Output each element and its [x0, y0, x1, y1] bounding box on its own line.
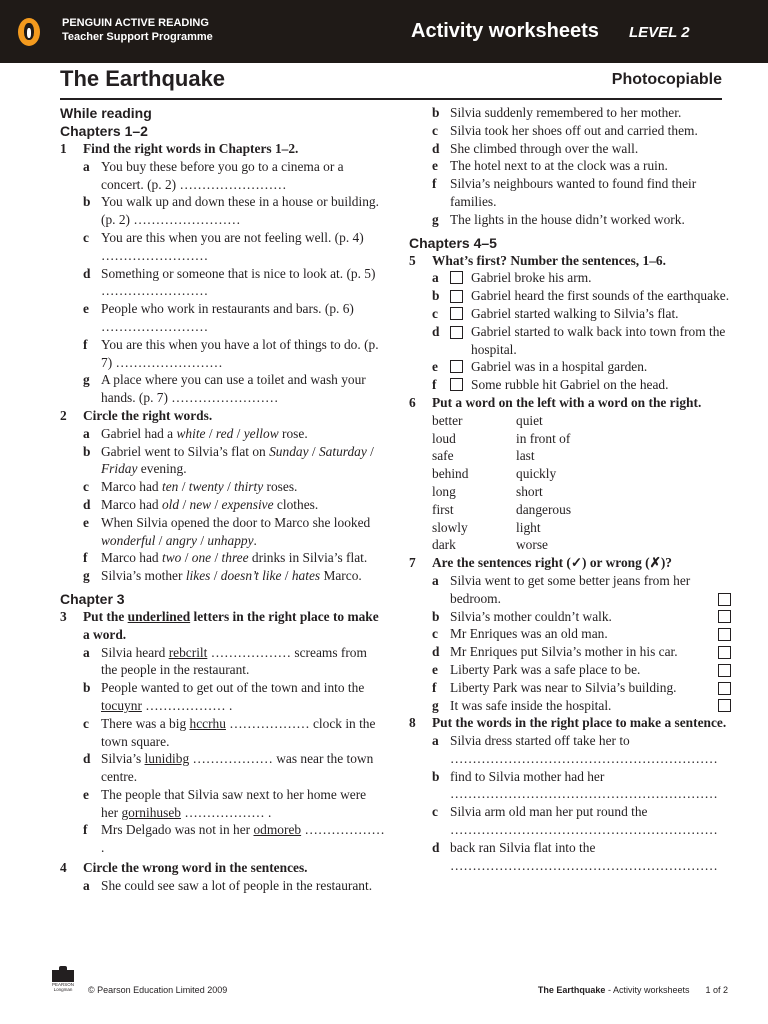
- chapter-heading: Chapter 3: [60, 590, 125, 607]
- section-heading: While reading: [60, 105, 152, 121]
- list-item: e Gabriel was in a hospital garden.: [432, 359, 648, 375]
- question-prompt: Circle the wrong word in the sentences.: [83, 860, 308, 876]
- answer-box[interactable]: [450, 378, 463, 391]
- list-item: f Liberty Park was near to Silvia’s building.: [409, 679, 731, 697]
- list-item: d Gabriel started to walk back into town from the hospital.: [432, 323, 726, 357]
- list-item: b Silvia suddenly remembered to her mother.: [432, 105, 682, 120]
- list-item: a Gabriel broke his arm.: [432, 270, 592, 286]
- list-item: d Silvia’s lunidibg ……………… was near the town centre.: [83, 751, 374, 785]
- list-item: g Silvia’s mother likes / doesn’t like / hates Marco.: [83, 568, 362, 584]
- list-item: c You are this when you are not feeling well. (p. 4) ……………………: [83, 229, 364, 263]
- list-item: c There was a big hccrhu ……………… clock in the town square.: [83, 715, 376, 749]
- list-item: b find to Silvia mother had her ……………………………………………………: [409, 768, 731, 804]
- question-5: [409, 252, 731, 394]
- tick-box[interactable]: [718, 682, 731, 695]
- answer-box[interactable]: [450, 360, 463, 373]
- list-item: d Something or someone that is nice to look at. (p. 5) ……………………: [83, 265, 376, 299]
- question-4-continued: [409, 104, 731, 229]
- tick-box[interactable]: [718, 593, 731, 606]
- match-row: first dangerous: [432, 501, 572, 517]
- question-1: [60, 140, 386, 407]
- chapter-heading: Chapters 1–2: [60, 123, 148, 139]
- question-4: [60, 859, 386, 895]
- list-item: c Silvia arm old man her put round the ……………………………………………………: [409, 803, 731, 839]
- question-3: [60, 608, 386, 857]
- question-8: [409, 714, 731, 874]
- header-title: Activity worksheets: [411, 20, 599, 42]
- question-prompt: Find the right words in Chapters 1–2.: [83, 141, 299, 156]
- list-item: e Liberty Park was a safe place to be.: [409, 661, 731, 679]
- list-item: c Gabriel started walking to Silvia’s flat.: [432, 305, 679, 321]
- match-row: behind quickly: [432, 466, 557, 482]
- list-item: b You walk up and down these in a house or building. (p. 2) ……………………: [83, 194, 379, 228]
- match-row: dark worse: [432, 537, 548, 553]
- answer-line[interactable]: ……………………………………………………: [450, 750, 718, 766]
- question-number: 5: [409, 252, 416, 268]
- level-label: LEVEL 2: [629, 24, 690, 41]
- answer-line[interactable]: ……………………………………………………: [450, 786, 718, 802]
- question-prompt: Are the sentences right (✓) or wrong (✗)?: [432, 555, 672, 571]
- match-row: slowly light: [432, 519, 541, 535]
- answer-box[interactable]: [450, 271, 463, 284]
- tick-box[interactable]: [718, 610, 731, 623]
- question-number: 2: [60, 407, 67, 423]
- question-number: 8: [409, 715, 416, 731]
- list-item: b Silvia’s mother couldn’t walk.: [409, 608, 731, 626]
- list-item: d back ran Silvia flat into the ……………………………………………………: [409, 839, 731, 875]
- list-item: e The people that Silvia saw next to her home were her gornihuseb ……………… .: [83, 786, 367, 820]
- match-row: long short: [432, 483, 543, 499]
- match-row: better quiet: [432, 412, 543, 428]
- list-item: c Marco had ten / twenty / thirty roses.: [83, 479, 298, 495]
- question-prompt: Put the underlined letters in the right place to make a word.: [83, 608, 379, 642]
- question-prompt: What’s first? Number the sentences, 1–6.: [432, 252, 666, 268]
- question-prompt: Put a word on the left with a word on the right.: [432, 394, 702, 410]
- page-number: 1 of 2: [705, 985, 728, 995]
- answer-box[interactable]: [450, 290, 463, 303]
- list-item: c Mr Enriques was an old man.: [409, 625, 731, 643]
- list-item: a Silvia dress started off take her to ……………………………………………………: [409, 732, 731, 768]
- question-2: [60, 407, 386, 585]
- list-item: f You are this when you have a lot of things to do. (p. 7) ……………………: [83, 336, 379, 370]
- question-prompt: Circle the right words.: [83, 407, 213, 423]
- chapter-heading: Chapters 4–5: [409, 234, 497, 251]
- match-row: loud in front of: [432, 430, 571, 446]
- penguin-logo-icon: [18, 18, 40, 46]
- right-column: [409, 104, 731, 874]
- list-item: a Gabriel had a white / red / yellow rose.: [83, 425, 308, 441]
- question-6: [409, 394, 731, 554]
- match-row: safe last: [432, 448, 535, 464]
- list-item: b Gabriel heard the first sounds of the earthquake.: [432, 288, 730, 304]
- list-item: b Gabriel went to Silvia’s flat on Sunday / Saturday / Friday evening.: [83, 443, 374, 477]
- list-item: a Silvia heard rebcrilt ……………… screams from the people in the restaurant.: [83, 644, 367, 678]
- list-item: d Marco had old / new / expensive clothes.: [83, 496, 319, 512]
- list-item: e The hotel next to at the clock was a ruin.: [432, 158, 668, 174]
- list-item: f Silvia’s neighbours wanted to found find their families.: [432, 176, 697, 209]
- list-item: e When Silvia opened the door to Marco she looked wonderful / angry / unhappy.: [83, 514, 371, 548]
- question-prompt: Put the words in the right place to make a sentence.: [432, 715, 727, 731]
- list-item: d She climbed through over the wall.: [432, 140, 639, 156]
- copyright: © Pearson Education Limited 2009: [88, 985, 228, 995]
- tick-box[interactable]: [718, 628, 731, 641]
- list-item: a You buy these before you go to a cinema or a concert. (p. 2) ……………………: [83, 158, 344, 192]
- tick-box[interactable]: [718, 699, 731, 712]
- photocopiable-label: Photocopiable: [611, 71, 722, 88]
- document-title: The Earthquake: [60, 66, 226, 91]
- left-column: [60, 104, 386, 895]
- list-item: g The lights in the house didn’t worked work.: [432, 211, 685, 227]
- header-bar: [0, 0, 768, 63]
- brand: [62, 16, 213, 44]
- question-number: 3: [60, 608, 67, 624]
- list-item: d Mr Enriques put Silvia’s mother in his car.: [409, 643, 731, 661]
- question-number: 1: [60, 141, 67, 156]
- answer-box[interactable]: [450, 326, 463, 339]
- title-divider: [60, 98, 722, 100]
- list-item: e People who work in restaurants and bars. (p. 6) ……………………: [83, 301, 354, 334]
- list-item: c Silvia took her shoes off out and carried them.: [432, 122, 698, 138]
- answer-box[interactable]: [450, 307, 463, 320]
- list-item: b People wanted to get out of the town and into the tocuynr ……………… .: [83, 680, 365, 713]
- list-item: f Mrs Delgado was not in her odmoreb ……………… .: [83, 822, 385, 856]
- tick-box[interactable]: [718, 646, 731, 659]
- list-item: a She could see saw a lot of people in the restaurant.: [83, 877, 373, 893]
- footer-page-info: The Earthquake - Activity worksheets 1 of 2: [537, 985, 728, 995]
- list-item: g It was safe inside the hospital.: [409, 697, 731, 715]
- tick-box[interactable]: [718, 664, 731, 677]
- question-number: 7: [409, 555, 416, 571]
- list-item: a Silvia went to get some better jeans from her bedroom.: [409, 572, 731, 608]
- question-7: [409, 554, 731, 714]
- brand-line2: Teacher Support Programme: [62, 31, 213, 43]
- answer-line[interactable]: ……………………………………………………: [450, 857, 718, 873]
- answer-line[interactable]: ……………………………………………………: [450, 822, 718, 838]
- question-number: 6: [409, 394, 416, 410]
- list-item: g A place where you can use a toilet and wash your hands. (p. 7) ……………………: [83, 372, 366, 406]
- brand-line1: PENGUIN ACTIVE READING: [62, 17, 209, 29]
- question-number: 4: [60, 860, 67, 876]
- pearson-logo-icon: PEARSON Longman: [52, 970, 74, 998]
- list-item: f Some rubble hit Gabriel on the head.: [432, 377, 669, 393]
- list-item: f Marco had two / one / three drinks in Silvia’s flat.: [83, 550, 368, 566]
